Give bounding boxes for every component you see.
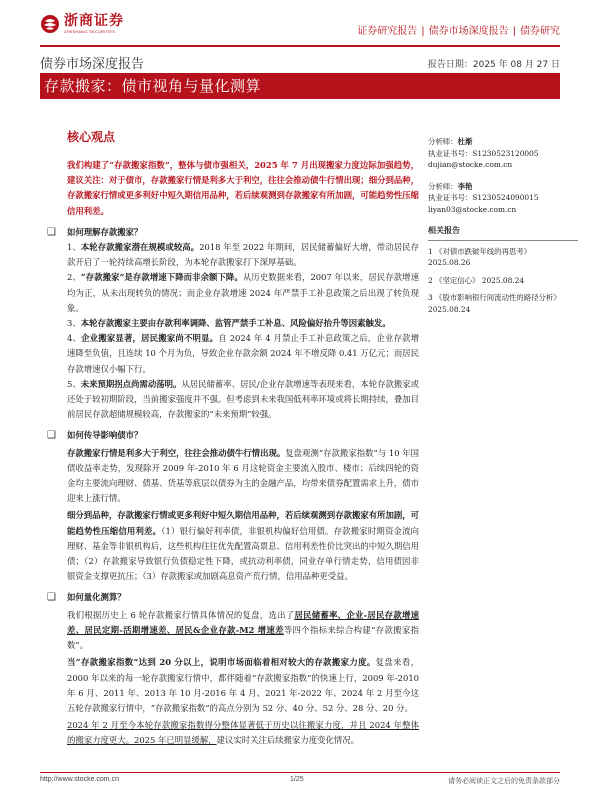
brand-name: 浙商证券 [64, 13, 124, 29]
related-reports-list [428, 246, 578, 316]
footer-disclaimer: 请务必阅读正文之后的免责条款部分 [448, 777, 560, 785]
title-band [40, 73, 560, 99]
paragraph: 存款搬家行情是利多大于利空，往往会推动债牛行情出现。复盘观测“存款搬家指数”与 10 年国债收益率走势，发现除开 2009 年-2010 年 6 月这轮资金主要流入股市、楼市；后续四轮的资金均主要流向理财、债基、货基等底层以债券为主的金融产品，均带来债券配置需求上升，债市迎来上涨行情。 [67, 447, 419, 504]
brand-name-en: ZHESHANG SECURITIES [64, 29, 116, 34]
checkbox-icon: ❑ [47, 226, 56, 238]
paragraph: 2024 年 2 月至今本轮存款搬家指数得分整体显著低于历史以往搬家力度，并且 2024 年整体的搬家力度更大。2025 年已明显缓解，建议实时关注后续搬家力度变化情况。 [67, 720, 419, 746]
checkbox-icon: ❑ [47, 592, 56, 604]
list-item: 3、本轮存款搬家主要由存款利率调降、监管严禁手工补息、风险偏好抬升等因素触发。 [67, 318, 391, 329]
main-content [47, 130, 420, 749]
section-heading-text: 如何传导影响债市？ [67, 430, 143, 441]
page-number: 1/25 [290, 776, 304, 783]
header-tag: 证券研究报告 [357, 26, 418, 37]
section-heading [47, 590, 419, 605]
report-date: 报告日期：2025 年 08 月 27 日 [427, 60, 560, 70]
section-heading [47, 225, 419, 240]
page-title: 存款搬家：债市视角与量化测算 [44, 77, 262, 95]
header-divider [40, 45, 560, 47]
core-summary: 我们构建了“存款搬家指数”，整体与债市强相关，2025 年 7 月出现搬家力度边际加强趋势，建议关注：对于债市，存款搬家行情是利多大于利空，往往会推动债牛行情出现；细分到品种，存款搬家行情或更多利好中短久期信用品种，若后续观测到存款搬家有所加剧，可能趋势性压缩信用利差。 [67, 160, 419, 216]
list-item: 1、本轮存款搬家潜在规模或较高。2018 年至 2022 年期间，居民储蓄偏好大增，带动居民存款开启了一轮持续高增长阶段，为本轮存款搬家打下深厚基础。 [67, 242, 419, 268]
analyst-email[interactable]: dujian@stocke.com.cn [428, 160, 513, 169]
list-item: 4、企业搬家显著，居民搬家尚不明显。自 2024 年 4 月禁止手工补息政策之后，企业存款增速降至负值，且连续 10 个月为负，导致企业存款余额 2024 年不增反降 0.41 万亿元；而居民存款增速仅小幅下行。 [67, 333, 420, 374]
analyst-name: 杜渐 [457, 137, 473, 146]
related-reports-heading: 相关报告 [428, 225, 578, 241]
header-tag: 债券市场深度报告 [428, 26, 509, 37]
section-heading-text: 如何量化测算？ [67, 592, 126, 603]
sidebar [428, 136, 578, 321]
core-heading: 核心观点 [67, 130, 116, 144]
paragraph: 细分到品种，存款搬家行情或更多利好中短久期信用品种，若后续观测到存款搬家有所加剧，可能趋势性压缩信用利差。（1）银行偏好利率债，非银机构偏好信用债。存款搬家时期资金流向理财、基金等非银机构后，这些机构往往优先配置高票息、信用利差性价比突出的中短久期信用债；（2）存款搬家导致银行负债稳定性下降，或抗动利率债，同业存单行情走势，信用债因非银资金支撑更抗压；（3）存款搬家或加剧高息资产荒行情，信用品种更受益。 [67, 510, 419, 582]
footer-divider [40, 772, 560, 773]
related-report-item[interactable]: 3 《股市影响银行间流动性的路径分析》 2025.08.24 [428, 293, 561, 314]
list-item: 5、未来预期拐点尚需动荡明。从居民储蓄率、居民/企业存款增速等表现来看，本轮存款搬家或还处于较初期阶段，当前搬家强度并不强。但考虑到未来我国低利率环境或将长期持续，叠加目前居民存款超储规模较高，存款搬家的“未来预期”较强。 [67, 378, 419, 420]
analyst-name: 李艳 [457, 181, 473, 191]
related-report-item[interactable]: 2 《坚定信心》 2025.08.24 [428, 275, 525, 285]
header-tags: 证券研究报告 | 债券市场深度报告 | 债券研究 [357, 26, 560, 37]
footer-url[interactable]: http://www.stocke.com.cn [40, 776, 119, 783]
section-heading [47, 428, 419, 443]
header-tag: 债券研究 [520, 26, 560, 37]
checkbox-icon: ❑ [47, 430, 56, 442]
paragraph: 我们根据历史上 6 轮存款搬家行情具体情况的复盘，选出了居民储蓄率、企业-居民存款增速差、居民定期-活期增速差、居民&企业存款-M2 增速差等四个指标来综合构建“存款搬家指数”。 [67, 609, 419, 651]
analyst-card: 分析师：杜渐 执业证书号：S1230523120005 dujian@stocke.com.cn [428, 136, 578, 171]
paragraph: 当“存款搬家指数”达到 20 分以上，说明市场面临着相对较大的存款搬家力度。复盘来看，2000 年以来的每一轮存款搬家行情中，都伴随着“存款搬家指数”的快速上行，2009 年-2010 年 6 月、2011 年、2013 年 10 月-2016 年 4 月、2021 年-2022 年、2024 年 2 月至今这五轮存款搬家行情中，“存款搬家指数”的高点分别为 52 分、40 分、52 分、28 分、20 分。 [67, 657, 419, 713]
analyst-cert: 执业证书号：S1230523120005 [428, 148, 539, 158]
analyst-cert: 执业证书号：S1230524090015 [428, 193, 539, 202]
list-item: 2、“存款搬家”是存款增速下降而非余额下降。从历史数据来看，2007 年以来，居民存款增速均为正，从未出现转负的情况；而企业存款增速 2024 年严禁手工补息政策之后出现了转负现象。 [67, 272, 419, 313]
related-report-item[interactable]: 1 《对债市跌破年线的再思考》 2025.08.26 [428, 246, 532, 267]
doc-type: 债券市场深度报告 [40, 57, 145, 72]
section-heading-text: 如何理解存款搬家？ [67, 226, 143, 237]
brand-logo [40, 14, 124, 34]
analyst-card: 分析师：李艳 执业证书号：S1230524090015 liyan03@stocke.com.cn [428, 181, 578, 216]
brand-logo-icon [40, 14, 60, 34]
analyst-email[interactable]: liyan03@stocke.com.cn [428, 204, 517, 214]
